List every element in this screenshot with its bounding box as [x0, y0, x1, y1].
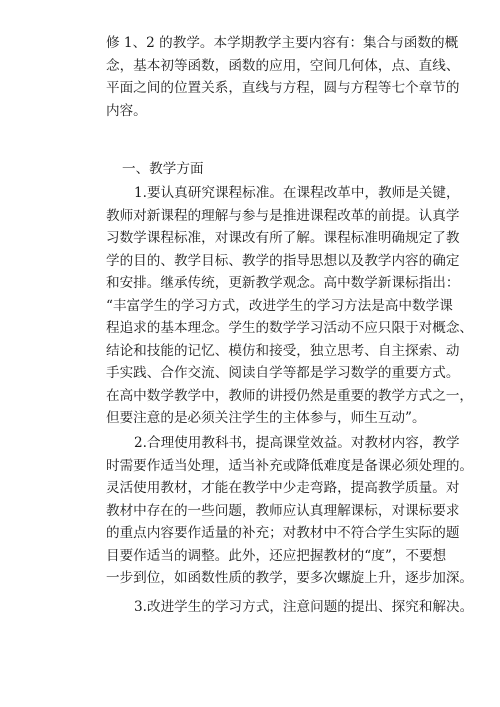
text-line: 在高中数学教学中，教师的讲授仍然是重要的教学方式之一， [106, 387, 474, 404]
text-line: 灵活使用教材，才能在教学中少走弯路，提高教学质量。对 [106, 480, 460, 496]
text-line: “丰富学生的学习方式，改进学生的学习方法是高中数学课 [106, 297, 453, 314]
text-line: 目要作适当的调整。此外，还应把握教材的“度”，不要想 [106, 547, 447, 564]
text-line: 手实践、合作交流、阅读自学等都是学习数学的重要方式。 [106, 365, 460, 381]
item2-paragraph [106, 432, 474, 590]
text-line: 3.改进学生的学习方式，注意问题的提出、探究和解决。 [134, 599, 474, 615]
text-line: 和安排。继承传统，更新教学观念。高中数学新课标指出： [106, 275, 460, 291]
section-heading-block [106, 158, 436, 181]
text-line: 一步到位，如函数性质的教学，要多次螺旋上升，逐步加深。 [106, 570, 474, 586]
text-line: 习数学课程标准，对课改有所了解。课程标准明确规定了教 [106, 230, 460, 246]
text-line: 但要注意的是必须关注学生的主体参与，师生互动”。 [106, 410, 426, 426]
intro-paragraph [106, 32, 460, 122]
text-line: 程追求的基本理念。学生的数学学习活动不应只限于对概念、 [106, 320, 474, 336]
text-line: 时需要作适当处理，适当补充或降低难度是备课必须处理的。 [106, 457, 474, 474]
text-line: 修 1、2 的教学。本学期教学主要内容有：集合与函数的概 [106, 35, 459, 51]
text-line: 结论和技能的记忆、模仿和接受，独立思考、自主探索、动 [106, 342, 460, 359]
section-heading: 一、教学方面 [122, 161, 204, 177]
text-line: 学的目的、教学目标、教学的指导思想以及教学内容的确定 [106, 252, 460, 269]
text-line: 教材中存在的一些问题，教师应认真理解课标，对课标要求 [106, 502, 460, 519]
item1-paragraph [106, 182, 474, 430]
text-line: 1.要认真研究课程标准。在课程改革中，教师是关键， [134, 185, 460, 201]
text-line: 内容。 [106, 102, 147, 119]
text-line: 念，基本初等函数，函数的应用，空间几何体，点、直线、 [106, 57, 460, 74]
item3-paragraph [106, 596, 474, 619]
text-line: 教师对新课程的理解与参与是推进课程改革的前提。认真学 [106, 207, 460, 224]
text-line: 的重点内容要作适量的补充；对教材中不符合学生实际的题 [106, 525, 460, 541]
text-line: 平面之间的位置关系，直线与方程，圆与方程等七个章节的 [106, 80, 460, 96]
text-line: 2.合理使用教科书，提高课堂效益。对教材内容，教学 [134, 435, 460, 451]
